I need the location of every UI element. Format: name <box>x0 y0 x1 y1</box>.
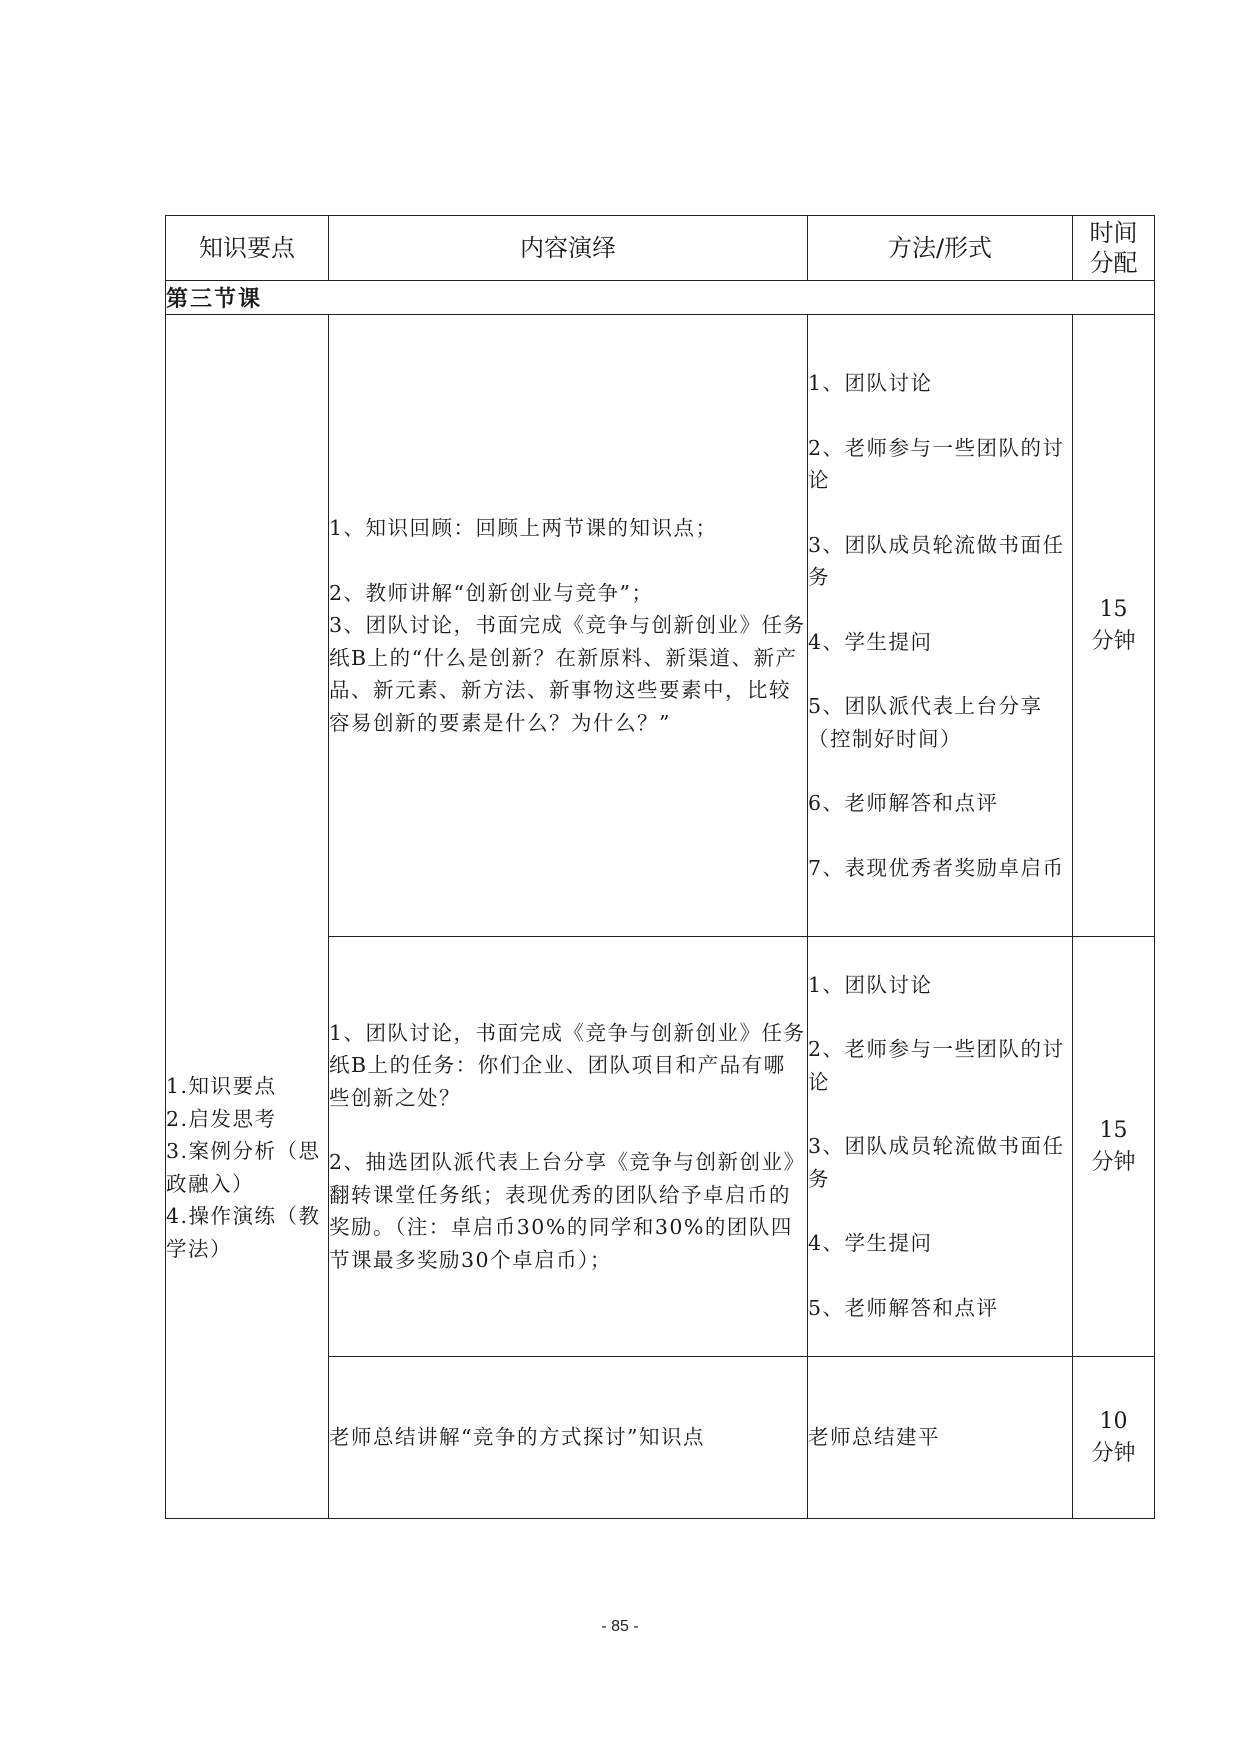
method-item: 老师总结建平 <box>808 1425 940 1450</box>
method-item: 4、学生提问 <box>808 629 933 654</box>
content-cell <box>329 1357 808 1519</box>
method-item: 1、团队讨论 <box>808 371 933 395</box>
content-cell <box>329 315 808 937</box>
time-unit: 分钟 <box>1091 628 1136 654</box>
method-item: 7、表现优秀者奖励卓启币 <box>808 855 1065 880</box>
section-row <box>166 281 1155 315</box>
content-paragraph: 2、教师讲解“创新创业与竞争”； <box>329 580 654 605</box>
method-cell <box>808 1357 1073 1519</box>
knowledge-point-item: 4.操作演练（教学法） <box>166 1204 321 1261</box>
method-item: 2、老师参与一些团队的讨论 <box>808 435 1065 492</box>
time-value: 15 <box>1099 596 1128 622</box>
knowledge-point-item: 2.启发思考 <box>166 1106 277 1131</box>
time-cell <box>1073 315 1155 937</box>
time-cell <box>1073 1357 1155 1519</box>
table-row <box>166 315 1155 937</box>
content-paragraph: 1、知识回顾：回顾上两节课的知识点； <box>329 516 718 540</box>
time-unit: 分钟 <box>1091 1149 1136 1175</box>
method-item: 3、团队成员轮流做书面任务 <box>808 532 1065 589</box>
method-cell <box>808 937 1073 1357</box>
content-paragraph: 2、抽选团队派代表上台分享《竞争与创新创业》翻转课堂任务纸；表现优秀的团队给予卓启币的奖励。（注：卓启币30%的同学和30%的团队四节课最多奖励30个卓启币）； <box>329 1150 806 1272</box>
header-knowledge-points: 知识要点 <box>166 216 329 281</box>
method-item: 4、学生提问 <box>808 1231 933 1256</box>
content-paragraph: 3、团队讨论，书面完成《竞争与创新创业》任务纸B上的“什么是创新？在新原料、新渠道、新产品、新元素、新方法、新事物这些要素中，比较容易创新的要素是什么？为什么？” <box>329 613 806 735</box>
method-item: 5、团队派代表上台分享（控制好时间） <box>808 694 1043 751</box>
time-value: 10 <box>1099 1408 1128 1434</box>
page-number: - 85 - <box>601 1618 639 1635</box>
lesson-plan-table <box>165 215 1155 1519</box>
knowledge-point-item: 1.知识要点 <box>166 1074 277 1098</box>
time-unit: 分钟 <box>1091 1440 1136 1466</box>
method-item: 5、老师解答和点评 <box>808 1295 999 1320</box>
header-row <box>166 216 1155 281</box>
header-method: 方法/形式 <box>808 216 1073 281</box>
knowledge-points-cell <box>166 315 329 1519</box>
method-item: 1、团队讨论 <box>808 972 933 997</box>
header-time-line2: 分配 <box>1089 249 1138 277</box>
method-item: 6、老师解答和点评 <box>808 791 999 815</box>
header-content: 内容演绎 <box>329 216 808 281</box>
content-paragraph: 老师总结讲解“竞争的方式探讨”知识点 <box>329 1425 705 1450</box>
time-cell <box>1073 937 1155 1357</box>
header-time-line1: 时间 <box>1089 219 1138 247</box>
content-paragraph: 1、团队讨论，书面完成《竞争与创新创业》任务纸B上的任务：你们企业、团队项目和产品有哪些创新之处？ <box>329 1020 806 1110</box>
section-title: 第三节课 <box>166 281 1155 315</box>
knowledge-point-item: 3.案例分析（思政融入） <box>166 1139 321 1196</box>
header-time <box>1073 216 1155 281</box>
content-cell <box>329 937 808 1357</box>
time-value: 15 <box>1099 1117 1128 1143</box>
method-item: 2、老师参与一些团队的讨论 <box>808 1037 1065 1094</box>
method-cell <box>808 315 1073 937</box>
method-item: 3、团队成员轮流做书面任务 <box>808 1134 1065 1191</box>
